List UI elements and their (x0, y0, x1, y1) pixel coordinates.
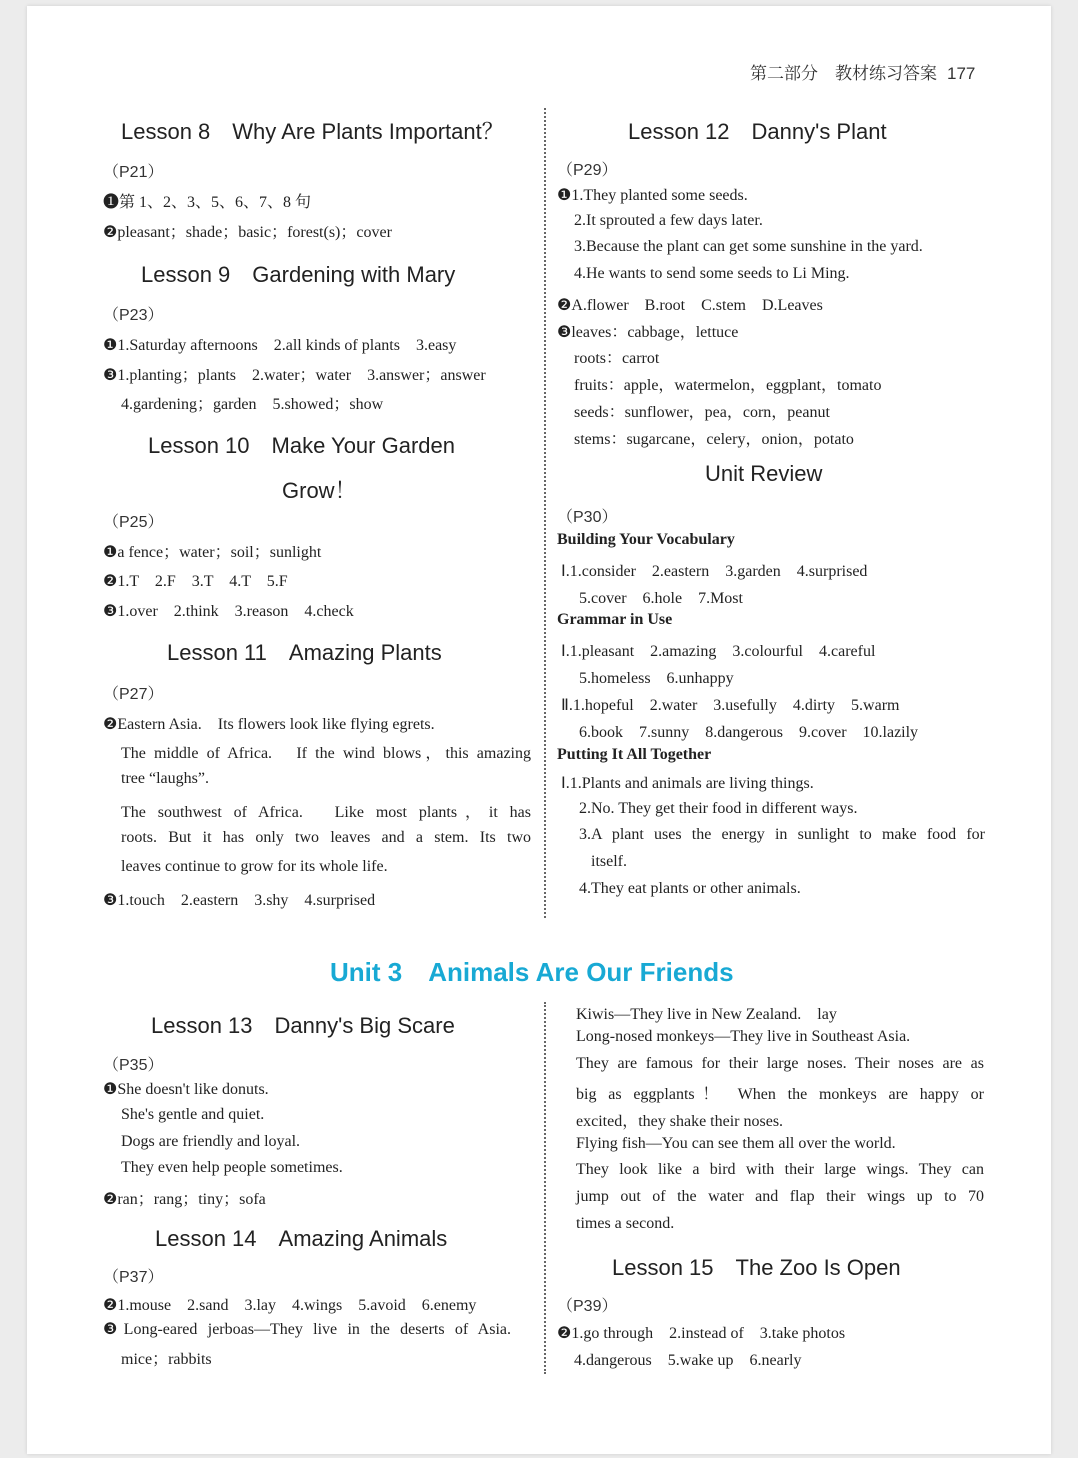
answer-line: She's gentle and quiet. (121, 1106, 265, 1123)
section-title: 第二部分 教材练习答案 (750, 64, 937, 84)
answer-line: ❶第 1、2、3、5、6、7、8 句 (103, 194, 312, 211)
answer-line: Kiwis—They live in New Zealand. lay (576, 1006, 837, 1023)
answer-line: 4.dangerous 5.wake up 6.nearly (574, 1352, 802, 1369)
lesson-13-title: Lesson 13 Danny's Big Scare (151, 1013, 455, 1038)
lesson-10-title: Lesson 10 Make Your Garden (148, 433, 455, 458)
answer-line: itself. (591, 853, 627, 870)
answer-line: leaves continue to grow for its whole life. (121, 858, 388, 875)
lesson-14-page: （P37） (103, 1269, 164, 1286)
answer-line: Dogs are friendly and loyal. (121, 1133, 301, 1150)
answer-line: 6.book 7.sunny 8.dangerous 9.cover 10.lazily (579, 724, 919, 741)
answer-line: Flying fish—You can see them all over the world. (576, 1135, 896, 1152)
answer-line: ❶1.Saturday afternoons 2.all kinds of plants 3.easy (103, 337, 457, 354)
answer-line: mice；rabbits (121, 1351, 212, 1368)
answer-line: The middle of Africa. If the wind blows，this amazing (121, 745, 531, 762)
answer-line: jump out of the water and flap their wings up to 70 (576, 1188, 984, 1205)
column-divider-bottom (544, 1002, 546, 1374)
lesson-12-page: （P29） (557, 162, 618, 179)
answer-line: 2.No. They get their food in different ways. (579, 800, 858, 817)
answer-line: ❸1.planting；plants 2.water；water 3.answer；answer (103, 367, 486, 384)
lesson-9-title: Lesson 9 Gardening with Mary (141, 262, 456, 287)
answer-line: 4.They eat plants or other animals. (579, 880, 801, 897)
answer-line: Ⅱ.1.hopeful 2.water 3.usefully 4.dirty 5.warm (561, 697, 900, 714)
answer-line: Ⅰ.1.Plants and animals are living things. (561, 775, 814, 792)
lesson-8-title: Lesson 8 Why Are Plants Important？ (121, 119, 504, 144)
answer-line: 5.cover 6.hole 7.Most (579, 590, 743, 607)
answer-line: They are famous for their large noses. Their noses are as (576, 1055, 984, 1072)
answer-line: 4.gardening；garden 5.showed；show (121, 396, 384, 413)
lesson-15-title: Lesson 15 The Zoo Is Open (612, 1255, 901, 1280)
answer-line: fruits：apple，watermelon，eggplant，tomato (574, 377, 882, 394)
answer-line: 3.A plant uses the energy in sunlight to make food for (579, 826, 985, 843)
answer-line: big as eggplants！ When the monkeys are happy or (576, 1086, 984, 1103)
answer-line: Ⅰ.1.pleasant 2.amazing 3.colourful 4.careful (561, 643, 876, 660)
answer-line: ❷1.mouse 2.sand 3.lay 4.wings 5.avoid 6.enemy (103, 1297, 477, 1314)
answer-line: 2.It sprouted a few days later. (574, 212, 763, 229)
lesson-11-title: Lesson 11 Amazing Plants (167, 640, 442, 665)
lesson-9-page: （P23） (103, 307, 164, 324)
answer-line: ❷Eastern Asia. Its flowers look like flying egrets. (103, 716, 435, 733)
section-heading: Grammar in Use (557, 611, 673, 628)
lesson-8-page: （P21） (103, 164, 164, 181)
answer-line: ❸1.touch 2.eastern 3.shy 4.surprised (103, 892, 376, 909)
lesson-10-page: （P25） (103, 514, 164, 531)
answer-line: roots. But it has only two leaves and a stem. Its two (121, 829, 531, 846)
answer-line: stems：sugarcane，celery，onion，potato (574, 431, 854, 448)
answer-line: excited，they shake their noses. (576, 1113, 784, 1130)
page-header (750, 59, 975, 84)
answer-line: seeds：sunflower，pea，corn，peanut (574, 404, 830, 421)
answer-line: ❶1.They planted some seeds. (557, 187, 748, 204)
lesson-14-title: Lesson 14 Amazing Animals (155, 1226, 448, 1251)
lesson-10-title-cont: Grow！ (282, 478, 357, 503)
answer-line: ❸Long-eared jerboas—They live in the deserts of Asia. (103, 1321, 511, 1338)
lesson-13-page: （P35） (103, 1057, 164, 1074)
answer-line: 5.homeless 6.unhappy (579, 670, 734, 687)
answer-line: They even help people sometimes. (121, 1159, 343, 1176)
answer-line: ❷A.flower B.root C.stem D.Leaves (557, 297, 823, 314)
answer-line: ❷ran；rang；tiny；sofa (103, 1191, 266, 1208)
answer-line: 4.He wants to send some seeds to Li Ming. (574, 265, 850, 282)
answer-line: ❸leaves：cabbage，lettuce (557, 324, 739, 341)
lesson-11-page: （P27） (103, 686, 164, 703)
answer-line: roots：carrot (574, 350, 660, 367)
answer-line: ❷1.T 2.F 3.T 4.T 5.F (103, 573, 288, 590)
answer-line: ❷1.go through 2.instead of 3.take photos (557, 1325, 846, 1342)
answer-line: tree “laughs”. (121, 770, 209, 787)
answer-line: Ⅰ.1.consider 2.eastern 3.garden 4.surprised (561, 563, 868, 580)
lesson-12-title: Lesson 12 Danny's Plant (628, 119, 887, 144)
answer-line: Long-nosed monkeys—They live in Southeast Asia. (576, 1028, 911, 1045)
answer-line: 3.Because the plant can get some sunshine in the yard. (574, 238, 923, 255)
answer-line: ❷pleasant；shade；basic；forest(s)；cover (103, 224, 392, 241)
answer-page (27, 6, 1051, 1454)
section-heading: Putting It All Together (557, 746, 712, 763)
lesson-15-page: （P39） (557, 1298, 618, 1315)
answer-line: times a second. (576, 1215, 675, 1232)
page-number: 177 (947, 64, 976, 83)
answer-line: ❶a fence；water；soil；sunlight (103, 544, 322, 561)
answer-line: ❸1.over 2.think 3.reason 4.check (103, 603, 354, 620)
column-divider-top (544, 108, 546, 918)
unit-review-page: （P30） (557, 509, 618, 526)
unit-3-title: Unit 3 Animals Are Our Friends (330, 957, 734, 987)
answer-line: They look like a bird with their large wings. They can (576, 1161, 984, 1178)
section-heading: Building Your Vocabulary (557, 531, 735, 548)
answer-line: ❶She doesn't like donuts. (103, 1081, 269, 1098)
answer-line: The southwest of Africa. Like most plants，it has (121, 804, 531, 821)
unit-review-title: Unit Review (705, 461, 823, 486)
